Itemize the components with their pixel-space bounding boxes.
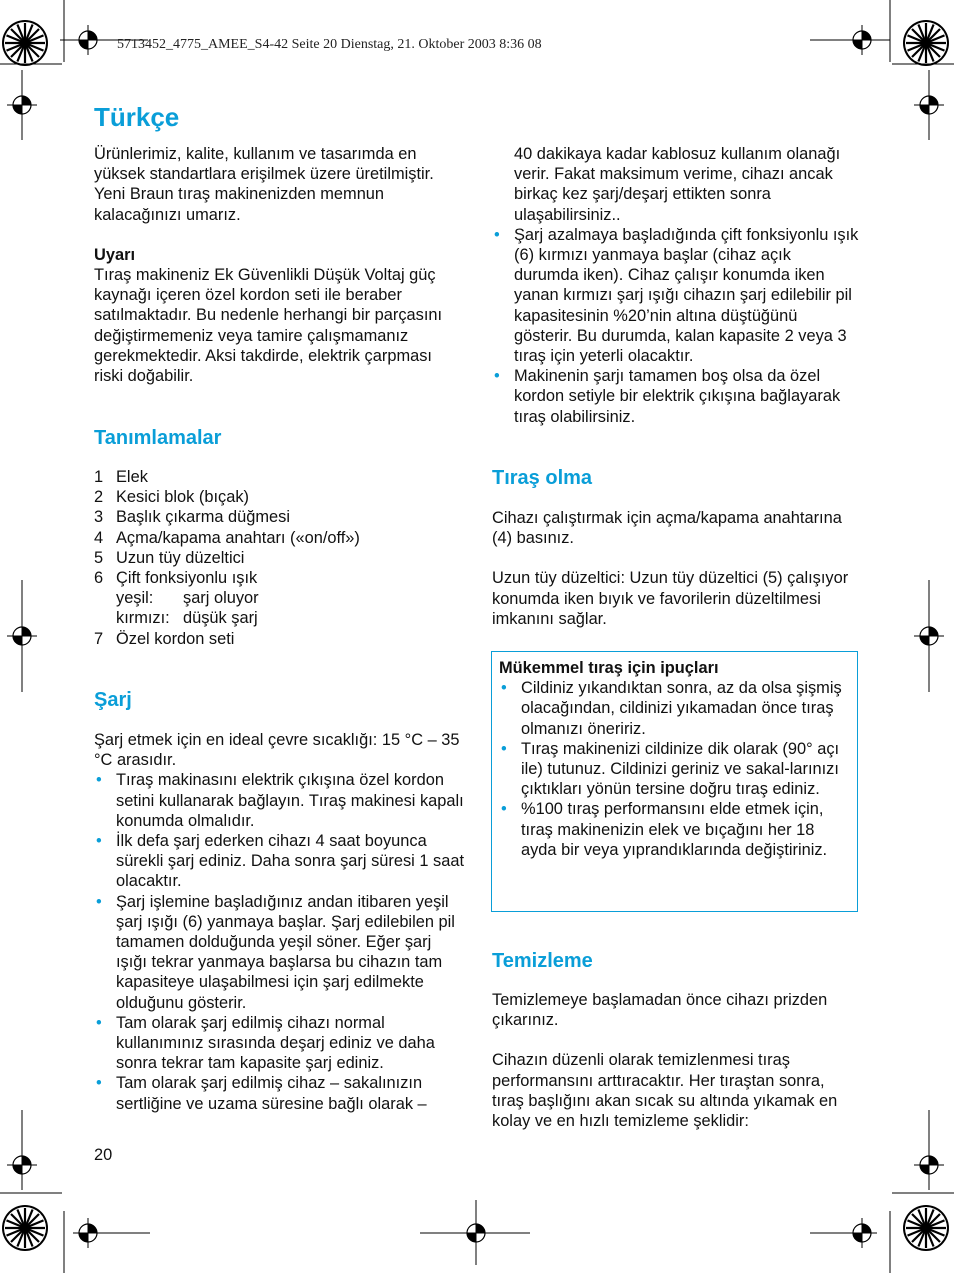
tips-list: [499, 678, 851, 860]
shaving-paragraph: Cihazı çalıştırmak için açma/kapama anahtarına (4) basınız.: [492, 509, 842, 548]
list-item: 6 Çift fonksiyonlu ışık yeşil: şarj oluyor kırmızı: düşük şarj: [94, 568, 464, 629]
cleaning-heading: Temizleme: [492, 950, 593, 972]
cleaning-paragraph-2: Cihazın düzenli olarak temizlenmesi tıraş performansını arttıracaktır. Her tıraştan sonra, tıraş başlığını akan sıcak su altında yıkamak en kolay ve en hızlı temizleme şeklidir:: [492, 1051, 838, 1131]
tips-box: [491, 651, 858, 912]
warning-heading: Uyarı: [94, 245, 136, 264]
shaving-heading: Tıraş olma: [492, 467, 593, 489]
light-state-green: yeşil: şarj oluyor: [116, 589, 259, 608]
star-wheel-icon: [2, 20, 48, 66]
light-state-red: kırmızı: düşük şarj: [116, 609, 258, 628]
right-column-top: [492, 144, 860, 427]
definitions-section: [94, 467, 464, 649]
star-wheel-icon: [2, 1205, 48, 1251]
print-header: 5713452_4775_AMEE_S4-42 Seite 20 Dienstag, 21. Oktober 2003 8:36 08: [117, 37, 542, 52]
page-number: 20: [94, 1146, 113, 1164]
cleaning-section: [492, 990, 860, 1131]
list-item: 4 Açma/kapama anahtarı («on/off»): [94, 528, 360, 547]
definitions-heading: Tanımlamalar: [94, 427, 222, 449]
list-item: 2 Kesici blok (bıçak): [94, 488, 249, 507]
list-item: • Tıraş makinenizi cildinize dik olarak (90° açı ile) tutunuz. Cildinizi geriniz ve sakal-larınızı çıktıkları yönün tersine doğru tıraş ediniz.: [499, 739, 851, 800]
definitions-list: [94, 467, 464, 649]
list-item: 1 Elek: [94, 468, 148, 486]
charge-heading: Şarj: [94, 689, 132, 711]
continuation-paragraph: 40 dakikaya kadar kablosuz kullanım olanağı verir. Fakat maksimum verime, cihazı ancak birkaç kez şarj/deşarj ettikten sonra ulaşabilirsiniz..: [514, 145, 841, 224]
list-item: • Tam olarak şarj edilmiş cihaz – sakalınızın sertliğine ve uzama süresine bağlı olarak –: [94, 1073, 466, 1113]
star-wheel-icon: [903, 20, 949, 66]
left-column: [94, 144, 464, 386]
star-wheel-icon: [903, 1205, 949, 1251]
cleaning-paragraph-1: Temizlemeye başlamadan önce cihazı prizden çıkarınız.: [492, 991, 828, 1030]
warning-paragraph: Tıraş makineniz Ek Güvenlikli Düşük Voltaj güç kaynağı içeren özel kordon seti ile beraber satılmaktadır. Bu nedenle herhangi bir parçasını değiştirmemeniz veya tamire çalışmamanız gerekmektedir. Aksi takdirde, elektrik çarpması riski doğabilir.: [94, 266, 443, 386]
list-item: • Tam olarak şarj edilmiş cihazı normal kullanımınız sırasında deşarj ediniz ve daha sonra tekrar tam kapasite şarj ediniz.: [94, 1013, 466, 1074]
list-item: • Tıraş makinasını elektrik çıkışına özel kordon setini kullanarak bağlayın. Tıraş makinesi kapalı konumda olmalıdır.: [94, 770, 466, 831]
list-item: 5 Uzun tüy düzeltici: [94, 548, 245, 567]
shaving-section: [492, 508, 860, 629]
trimmer-paragraph: Uzun tüy düzeltici: Uzun tüy düzeltici (5) çalışıyor konumda iken bıyık ve favorilerin düzeltilmesi imkanını sağlar.: [492, 569, 849, 628]
intro-paragraph: Ürünlerimiz, kalite, kullanım ve tasarımda en yüksek standartlara erişilmek üzere üretilmiştir. Yeni Braun tıraş makinenizden memnun kalacağınızı umarız.: [94, 145, 434, 224]
list-item: • Şarj azalmaya başladığında çift fonksiyonlu ışık (6) kırmızı yanmaya başlar (cihaz açık durumda iken). Cihaz çalışır konumda iken yanan kırmızı şarj ışığı cihazın şarj edilebilir pil kapasitesinin %20’nin altına düştüğünü gösterir. Bu durumda, kalan kapasite 2 veya 3 tıraş için yeterli olacaktır.: [492, 225, 860, 366]
charge-intro: Şarj etmek için en ideal çevre sıcaklığı: 15 °C – 35 °C arasıdır.: [94, 731, 460, 770]
charge-bullets: [94, 770, 466, 1113]
list-item: • Makinenin şarjı tamamen boş olsa da özel kordon setiyle bir elektrik çıkışına bağlayarak tıraş olabilirsiniz.: [492, 366, 860, 427]
list-item: • %100 tıraş performansını elde etmek için, tıraş makinenizin elek ve bıçağını her 18 ayda bir veya yıprandıklarında değiştiriniz.: [499, 799, 851, 860]
list-item: 3 Başlık çıkarma düğmesi: [94, 508, 290, 527]
page-title: Türkçe: [94, 102, 180, 132]
list-item: • Cildiniz yıkandıktan sonra, az da olsa şişmiş olacağından, cildinizi yıkamadan önce tıraş olmanızı öneririz.: [499, 678, 851, 739]
crosshair-icon: [847, 1218, 877, 1248]
right-bullets: [492, 225, 860, 427]
list-item: • İlk defa şarj ederken cihazı 4 saat boyunca sürekli şarj ediniz. Daha sonra şarj süresi 1 saat olacaktır.: [94, 831, 466, 892]
charge-section: [94, 730, 466, 1114]
list-item: • Şarj işlemine başladığınız andan itibaren yeşil şarj ışığı (6) yanmaya başlar. Şarj edilebilen pil tamamen dolduğunda yeşil söner. Eğer şarj ışığı tekrar yanmaya başlarsa bu cihazın tam kapasiteye ulaşabilmesi için şarj edilmekte olduğunu gösterir.: [94, 892, 466, 1013]
crosshair-icon: [73, 1218, 103, 1248]
list-item: 7 Özel kordon seti: [94, 629, 235, 648]
tips-heading: Mükemmel tıraş için ipuçları: [499, 659, 719, 677]
